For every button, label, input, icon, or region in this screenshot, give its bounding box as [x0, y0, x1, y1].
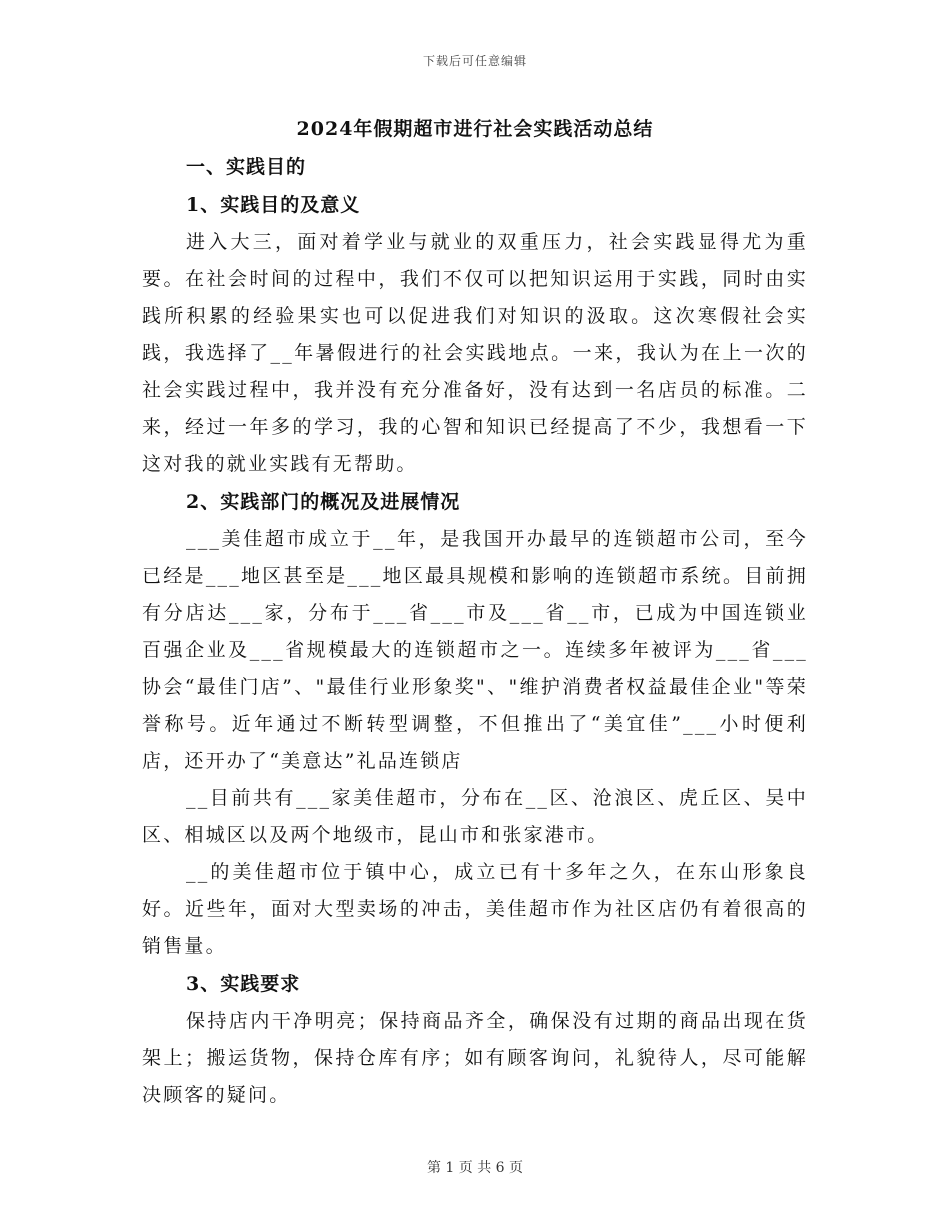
subsection-heading-purpose-meaning: 1、实践目的及意义	[186, 194, 361, 216]
paragraph-purpose-meaning: 进入大三，面对着学业与就业的双重压力，社会实践显得尤为重要。在社会时间的过程中，我们不仅可以把知识运用于实践，同时由实践所积累的经验果实也可以促进我们对知识的汲取。这次寒假社会实践，我选择了__年暑假进行的社会实践地点。一来，我认为在上一次的社会实践过程中，我并没有充分准备好，没有达到一名店员的标准。二来，经过一年多的学习，我的心智和知识已经提高了不少，我想看一下这对我的就业实践有无帮助。	[142, 231, 808, 475]
paragraph-department-overview-3: __的美佳超市位于镇中心，成立已有十多年之久，在东山形象良好。近些年，面对大型卖场的冲击，美佳超市作为社区店仍有着很高的销售量。	[142, 861, 808, 957]
subsection-heading-department-overview: 2、实践部门的概况及进展情况	[186, 491, 461, 513]
document-body	[142, 148, 808, 1114]
paragraph-department-overview-2: __目前共有___家美佳超市，分布在__区、沧浪区、虎丘区、吴中区、相城区以及两个地级市，昆山市和张家港市。	[142, 787, 808, 846]
document-title: 2024年假期超市进行社会实践活动总结	[296, 118, 654, 140]
section-heading-purpose: 一、实践目的	[186, 156, 307, 178]
page-header-note: 下载后可任意编辑	[422, 54, 527, 68]
subsection-heading-requirements: 3、实践要求	[186, 973, 301, 995]
paragraph-department-overview-1: ___美佳超市成立于__年，是我国开办最早的连锁超市公司，至今已经是___地区甚至是___地区最具规模和影响的连锁超市系统。目前拥有分店达___家，分布于___省___市及___省__市，已成为中国连锁业百强企业及___省规模最大的连锁超市之一。连续多年被评为___省___协会“最佳门店”、"最佳行业形象奖"、"维护消费者权益最佳企业"等荣誉称号。近年通过不断转型调整，不但推出了“美宜佳”___小时便利店，还开办了“美意达”礼品连锁店	[142, 528, 808, 772]
paragraph-requirements: 保持店内干净明亮；保持商品齐全，确保没有过期的商品出现在货架上；搬运货物，保持仓库有序；如有顾客询问，礼貌待人，尽可能解决顾客的疑问。	[142, 1010, 808, 1106]
page-number-footer: 第 1 页 共 6 页	[426, 1160, 524, 1176]
